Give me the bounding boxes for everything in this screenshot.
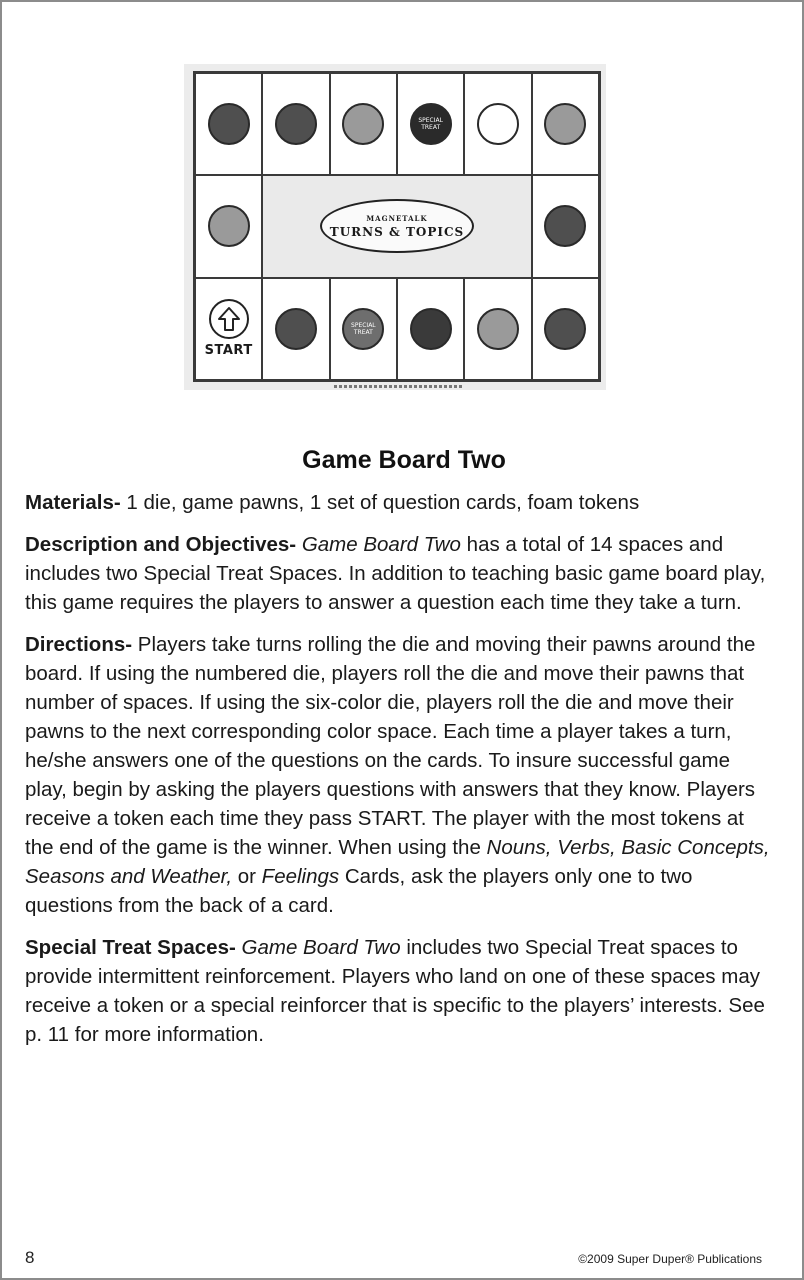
instructions-body [25, 488, 775, 1062]
board-space [262, 278, 329, 380]
board-space [195, 73, 262, 175]
board-space-special [330, 278, 397, 380]
directions-text: Players take turns rolling the die and moving their pawns around the board. If using the numbered die, players roll the die and move their pawns that number of spaces. If using the six-color die, players roll the die and move their pawns to the next corresponding color space. Each time a player takes a turn, he/she answers one of the questions on the cards. To insure successful game play, begin by asking the players questions with answers that they know. Players receive a token each time they pass START. The player with the most tokens at the end of the game is the winner. When using the [25, 633, 756, 859]
special-treat-space [410, 103, 452, 145]
logo-title: TURNS & TOPICS [329, 224, 465, 239]
materials-paragraph [25, 488, 775, 517]
space-circle [544, 205, 586, 247]
board-space [532, 278, 599, 380]
game-board [193, 71, 601, 382]
special-treat-label: SPECIAL TREAT [351, 321, 376, 336]
description-label: Description and Objectives- [25, 533, 297, 556]
space-circle [477, 103, 519, 145]
space-circle [410, 308, 452, 350]
directions-or: or [232, 865, 262, 888]
board-space [262, 73, 329, 175]
page-title: Game Board Two [302, 446, 506, 474]
up-arrow-icon [209, 299, 249, 339]
copyright-notice: ©2009 Super Duper® Publications [578, 1252, 762, 1266]
space-circle [275, 308, 317, 350]
magnetalk-logo [320, 199, 474, 253]
space-circle [275, 103, 317, 145]
board-space [464, 73, 531, 175]
card-name-seasons: Seasons and Weather, [25, 865, 233, 888]
materials-text: 1 die, game pawns, 1 set of question cards, foam tokens [120, 491, 640, 514]
board-space-special [397, 73, 464, 175]
description-paragraph [25, 530, 775, 617]
description-text: has a total of 14 spaces and includes two Special Treat Spaces. In addition to teaching basic game board play, this game requires the players to answer a question each time they take a turn. [25, 533, 766, 614]
special-treat-text: includes two Special Treat spaces to provide intermittent reinforcement. Players who land on one of these spaces may receive a token or a special reinforcer that is specific to the players’ interests. See p. 11 for more information. [25, 936, 765, 1046]
board-space [532, 73, 599, 175]
board-space [464, 278, 531, 380]
space-circle [208, 103, 250, 145]
space-circle [477, 308, 519, 350]
start-label: START [204, 343, 253, 359]
board-space [532, 175, 599, 277]
board-space [397, 278, 464, 380]
directions-paragraph [25, 630, 775, 920]
space-circle [544, 308, 586, 350]
card-name-verbs: Verbs, [557, 836, 616, 859]
game-board-figure [184, 64, 606, 390]
directions-text-end: Cards, ask the players only one to two questions from the back of a card. [25, 865, 693, 917]
directions-label: Directions- [25, 633, 133, 656]
special-treat-heading: Special Treat Spaces- [25, 936, 236, 959]
page-number: 8 [25, 1248, 35, 1267]
space-circle [208, 205, 250, 247]
special-treat-paragraph [25, 933, 775, 1049]
space-circle [342, 103, 384, 145]
materials-label: Materials- [25, 491, 121, 514]
board-space [195, 175, 262, 277]
special-treat-game-name: Game Board Two [241, 936, 401, 959]
logo-brand: MAGNETALK [366, 213, 428, 223]
card-name-nouns: Nouns, [486, 836, 552, 859]
space-circle [544, 103, 586, 145]
board-center-panel [262, 175, 531, 277]
description-game-name: Game Board Two [301, 533, 461, 556]
board-fine-print [334, 385, 464, 388]
card-name-feelings: Feelings [261, 865, 340, 888]
card-name-basic-concepts: Basic Concepts, [621, 836, 770, 859]
special-treat-space [342, 308, 384, 350]
board-space [330, 73, 397, 175]
start-space [195, 278, 262, 380]
special-treat-label: SPECIAL TREAT [418, 117, 443, 132]
